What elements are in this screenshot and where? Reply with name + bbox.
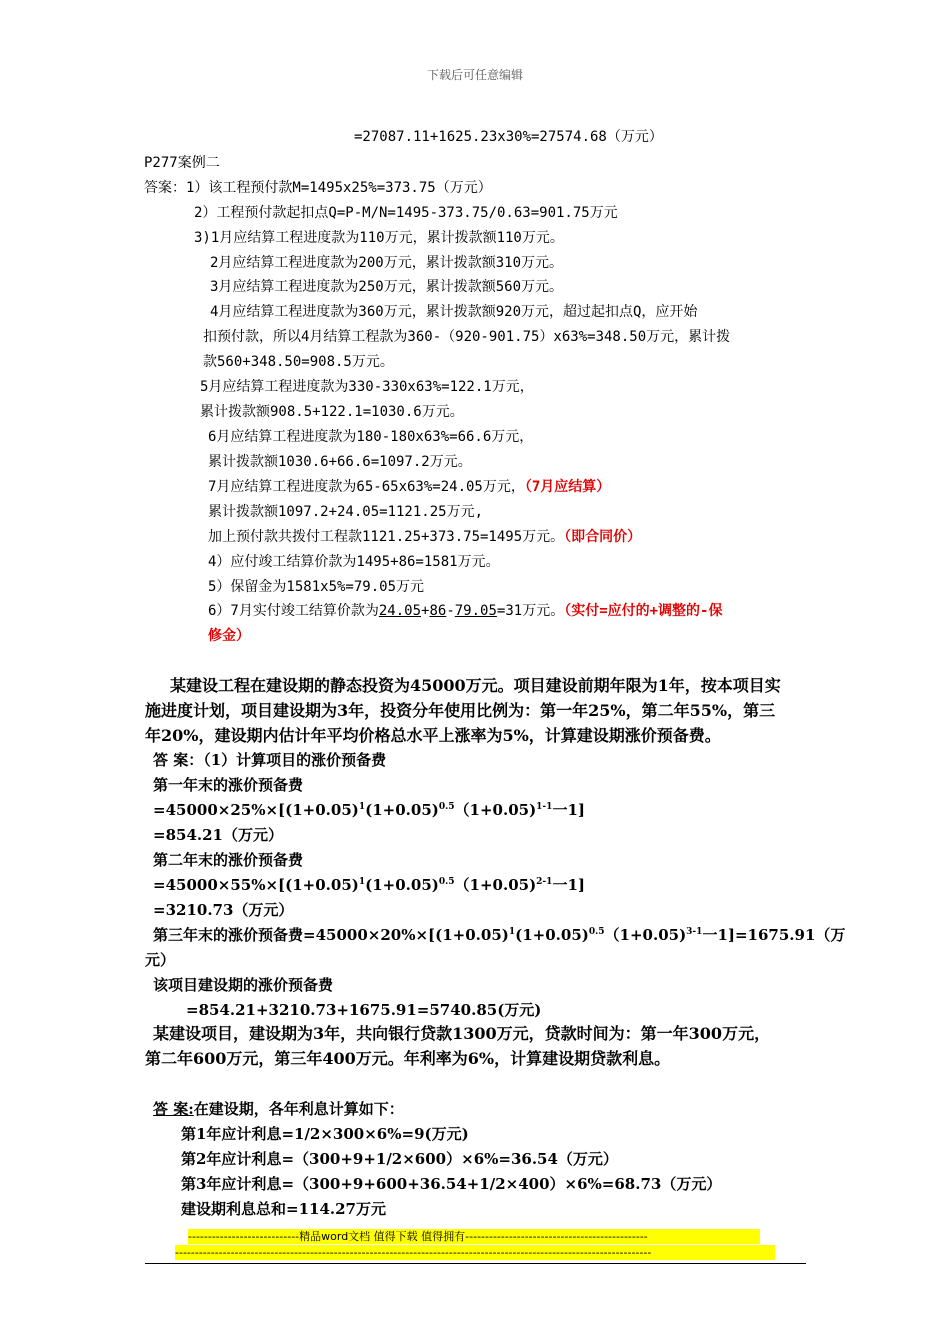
value-c: 79.05 (454, 603, 497, 619)
month-6-total: 累计拨款额1030.6+66.6=1097.2万元。 (208, 454, 472, 470)
value-a: 24.05 (378, 603, 422, 619)
answer-1: 答案：1）该工程预付款M=1495x25%=373.75（万元） (144, 180, 492, 196)
year2-exp3: 2-1 (536, 877, 553, 887)
page-header: 下载后可任意编辑 (426, 68, 523, 82)
month-2: 2月应结算工程进度款为200万元，累计拨款额310万元。 (210, 255, 563, 271)
value-b: 86 (429, 603, 447, 619)
total-paid (208, 527, 641, 547)
month-6: 6月应结算工程进度款为180-180x63%=66.6万元， (208, 429, 534, 445)
footer-rule (145, 1263, 806, 1264)
footer-dashes: ------------------------------------------------------------------------------------------------------------------------ (175, 1245, 775, 1260)
year1-formula-text: =45000×25%×[(1+0.05) (153, 801, 359, 819)
loan-year-1: 第1年应计利息=1/2×300×6%=9(万元) (181, 1125, 469, 1143)
year3-formula-cont: 元） (145, 951, 176, 969)
year2-formula-text: =45000×55%×[(1+0.05) (153, 876, 359, 894)
answer-6-text: 6）7月实付竣工结算价款为 (208, 603, 379, 619)
loan-total: 建设期利息总和=114.27万元 (181, 1200, 386, 1218)
solution-heading: 答 案：（1）计算项目的涨价预备费 (153, 751, 387, 769)
year2-exp2: 0.5 (438, 877, 455, 887)
year2-formula-mid2: （1+0.05) (454, 876, 537, 894)
year1-formula-mid: (1+0.05) (365, 801, 439, 819)
month-5: 5月应结算工程进度款为330-330x63%=122.1万元， (200, 379, 534, 395)
plus-sign: + (421, 603, 430, 619)
month-4: 4月应结算工程进度款为360万元，累计拨款额920万元，超过起扣点Q，应开始 (210, 304, 698, 320)
year2-formula-mid: (1+0.05) (365, 876, 439, 894)
year3-exp1: 1 (508, 927, 516, 937)
answer-5: 5）保留金为1581x5%=79.05万元 (208, 579, 425, 595)
year1-formula (153, 800, 585, 820)
month-7 (208, 477, 610, 497)
year1-formula-end: 一1] (552, 801, 585, 819)
year3-exp2: 0.5 (588, 927, 605, 937)
answer-6-result: =31万元。 (496, 603, 565, 619)
problem-line-2: 施进度计划，项目建设期为3年，投资分年使用比例为：第一年25%，第二年55%，第三 (145, 701, 776, 720)
answer-6-note: （实付=应付的+调整的-保 (564, 603, 723, 619)
loan-year-2: 第2年应计利息=（300+9+1/2×600）×6%=36.54（万元） (181, 1150, 618, 1168)
answer-4: 4）应付竣工结算价款为1495+86=1581万元。 (208, 554, 500, 570)
month-4-cont: 扣预付款，所以4月结算工程款为360-（920-901.75）x63%=348.50万元，累计拨 (203, 329, 731, 345)
year3-formula-mid2: （1+0.05) (604, 926, 687, 944)
year1-exp2: 0.5 (438, 802, 455, 812)
answer-6 (208, 601, 723, 621)
answer-6-note-cont: 修金） (208, 628, 250, 644)
loan-answer-intro: 在建设期，各年利息计算如下： (193, 1100, 404, 1118)
month-5-total: 累计拨款额908.5+122.1=1030.6万元。 (200, 404, 464, 420)
year1-heading: 第一年末的涨价预备费 (153, 776, 304, 794)
year3-exp3: 3-1 (686, 927, 703, 937)
year3-formula-text: 第三年末的涨价预备费=45000×20%×[(1+0.05) (153, 926, 509, 944)
answer-3: 3)1月应结算工程进度款为110万元，累计拨款额110万元。 (194, 230, 564, 246)
year2-result: =3210.73（万元） (153, 901, 294, 919)
year3-formula-mid: (1+0.05) (515, 926, 589, 944)
footer-banner: ----------------------------精品word文档 值得下载 值得拥有---------------------------------------------- (188, 1229, 760, 1244)
month-7-note: （7月应结算） (524, 479, 611, 495)
total-heading: 该项目建设期的涨价预备费 (153, 976, 334, 994)
problem-line-1: 某建设工程在建设期的静态投资为45000万元。项目建设前期年限为1年，按本项目实 (170, 676, 781, 695)
month-7-total: 累计拨款额1097.2+24.05=1121.25万元, (208, 504, 484, 520)
year3-formula-end: 一1]=1675.91（万 (702, 926, 846, 944)
total-paid-text: 加上预付款共拨付工程款1121.25+373.75=1495万元。 (208, 529, 565, 545)
answer-2: 2）工程预付款起扣点Q=P-M/N=1495-373.75/0.63=901.75万元 (194, 205, 618, 221)
year1-formula-mid2: （1+0.05) (454, 801, 537, 819)
loan-problem-line-2: 第二年600万元，第三年400万元。年利率为6%，计算建设期贷款利息。 (145, 1049, 671, 1068)
case-title: P277案例二 (144, 155, 220, 171)
month-4-cont2: 款560+348.50=908.5万元。 (203, 354, 394, 370)
loan-year-3: 第3年应计利息=（300+9+600+36.54+1/2×400）×6%=68.73（万元） (181, 1175, 722, 1193)
year2-formula (153, 875, 585, 895)
total-formula: =854.21+3210.73+1675.91=5740.85(万元) (186, 1001, 542, 1019)
total-paid-note: （即合同价） (564, 529, 642, 545)
year1-exp3: 1-1 (536, 802, 553, 812)
minus-sign: - (446, 603, 455, 619)
loan-answer-heading (153, 1099, 404, 1119)
year2-heading: 第二年末的涨价预备费 (153, 851, 304, 869)
loan-problem-line-1: 某建设项目，建设期为3年，共向银行贷款1300万元，贷款时间为：第一年300万元， (153, 1024, 771, 1043)
year1-result: =854.21（万元） (153, 826, 283, 844)
calc-line: =27087.11+1625.23x30%=27574.68（万元） (354, 129, 663, 145)
year3-formula (153, 925, 845, 945)
year2-formula-end: 一1] (552, 876, 585, 894)
year2-exp1: 1 (358, 877, 366, 887)
answer-label: 答 案: (153, 1100, 194, 1118)
month-7-text: 7月应结算工程进度款为65-65x63%=24.05万元， (208, 479, 525, 495)
month-3: 3月应结算工程进度款为250万元，累计拨款额560万元。 (210, 279, 563, 295)
year1-exp1: 1 (358, 802, 366, 812)
problem-line-3: 年20%，建设期内估计年平均价格总水平上涨率为5%，计算建设期涨价预备费。 (145, 726, 721, 745)
